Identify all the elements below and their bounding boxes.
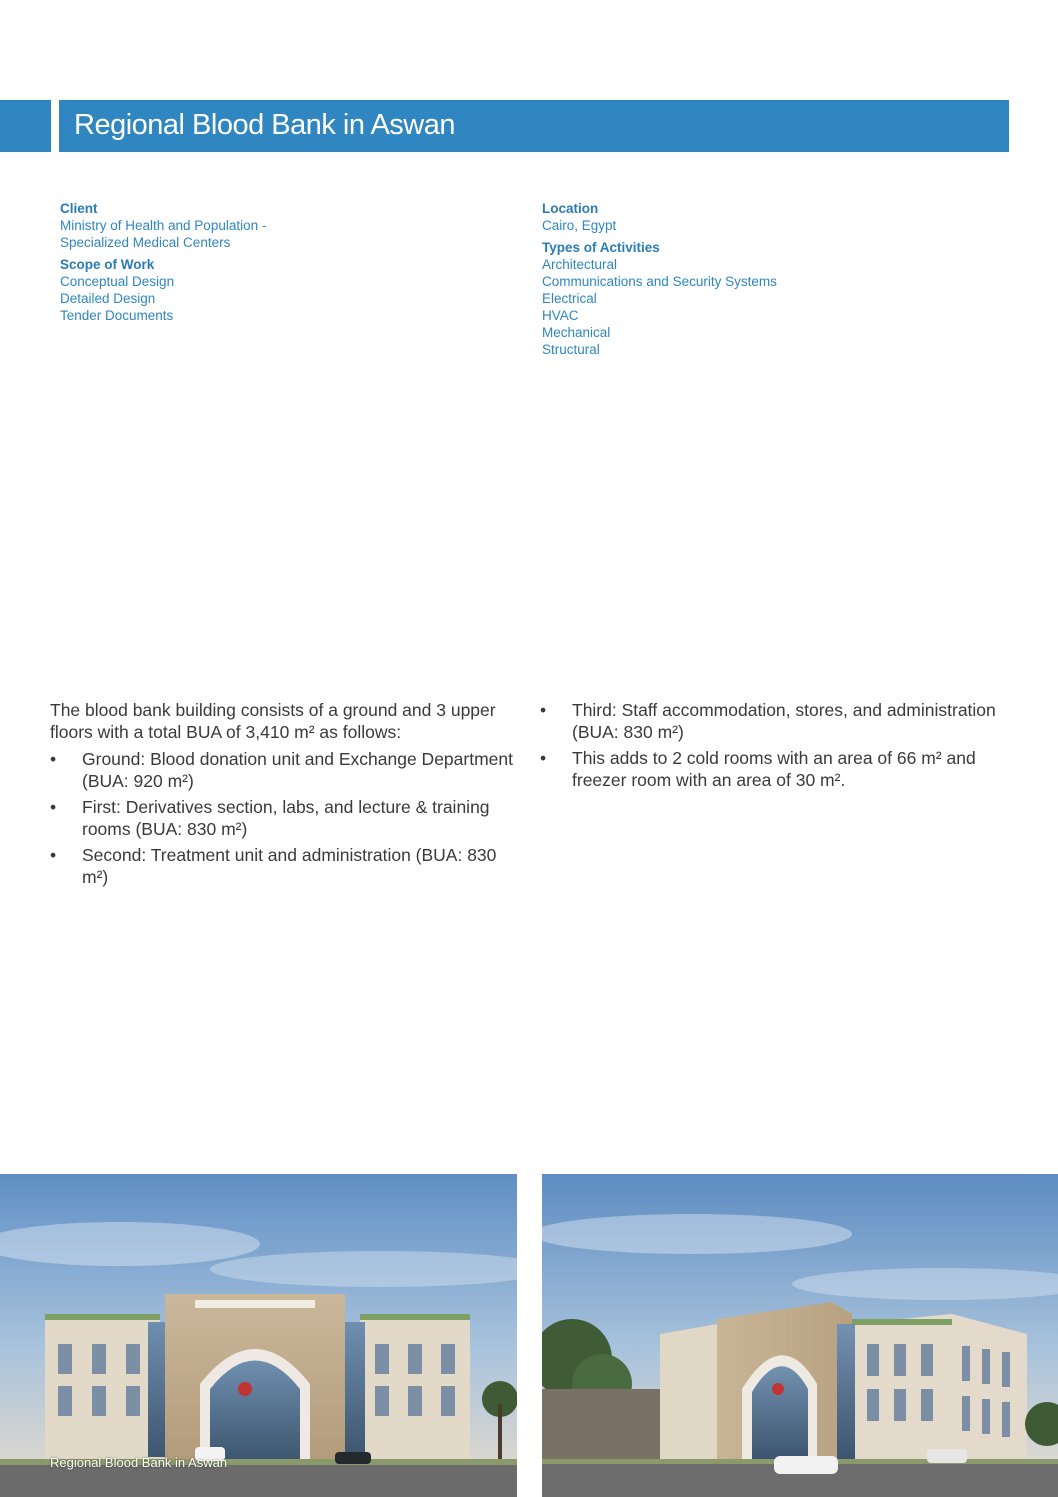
- activity-item: Mechanical: [542, 325, 611, 340]
- title-bar: [59, 100, 1009, 152]
- building-render-front-image: [0, 1174, 517, 1497]
- activity-item: Communications and Security Systems: [542, 274, 777, 289]
- activities-label: Types of Activities: [542, 240, 660, 255]
- location-label: Location: [542, 201, 599, 216]
- scope-item: Tender Documents: [60, 308, 174, 323]
- photo-caption: Regional Blood Bank in Aswan: [50, 1455, 228, 1470]
- list-item-text: First: Derivatives section, labs, and lecture & training rooms (BUA: 830 m²): [82, 797, 490, 839]
- header-accent-block: [0, 100, 51, 152]
- activity-item: Architectural: [542, 257, 618, 272]
- bullet-icon: •: [50, 797, 57, 817]
- client-label: Client: [60, 201, 98, 216]
- activity-item: Electrical: [542, 291, 597, 306]
- page-title: Regional Blood Bank in Aswan: [74, 109, 455, 141]
- scope-label: Scope of Work: [60, 257, 155, 272]
- list-item-text: Ground: Blood donation unit and Exchange Department (BUA: 920 m²): [82, 749, 513, 791]
- description-left: [50, 700, 520, 893]
- activity-item: Structural: [542, 342, 600, 357]
- project-info-left: [60, 200, 480, 324]
- client-line: Ministry of Health and Population -: [60, 218, 267, 233]
- location-value: Cairo, Egypt: [542, 218, 617, 233]
- project-info-right: [542, 200, 962, 358]
- floor-list: [50, 749, 520, 888]
- bullet-icon: •: [540, 700, 547, 720]
- floor-list-continued: [540, 700, 1005, 791]
- client-line: Specialized Medical Centers: [60, 235, 231, 250]
- list-item: [540, 700, 1005, 743]
- scope-item: Conceptual Design: [60, 274, 175, 289]
- bullet-icon: •: [50, 845, 57, 865]
- building-render-perspective: [542, 1174, 1058, 1497]
- list-item: [50, 845, 520, 888]
- description-right: [540, 700, 1005, 796]
- list-item: [540, 748, 1005, 791]
- list-item: [50, 749, 520, 792]
- building-render-front: [0, 1174, 517, 1497]
- scope-item: Detailed Design: [60, 291, 156, 306]
- activity-item: HVAC: [542, 308, 579, 323]
- description-intro: The blood bank building consists of a ground and 3 upper floors with a total BUA of 3,410 m² as follows:: [50, 700, 496, 742]
- bullet-icon: •: [50, 749, 57, 769]
- bullet-icon: •: [540, 748, 547, 768]
- list-item-text: Second: Treatment unit and administration (BUA: 830 m²): [82, 845, 497, 887]
- list-item: [50, 797, 520, 840]
- list-item-text: This adds to 2 cold rooms with an area of 66 m² and freezer room with an area of 30 m².: [572, 748, 976, 790]
- list-item-text: Third: Staff accommodation, stores, and administration (BUA: 830 m²): [572, 700, 996, 742]
- building-render-perspective-image: [542, 1174, 1058, 1497]
